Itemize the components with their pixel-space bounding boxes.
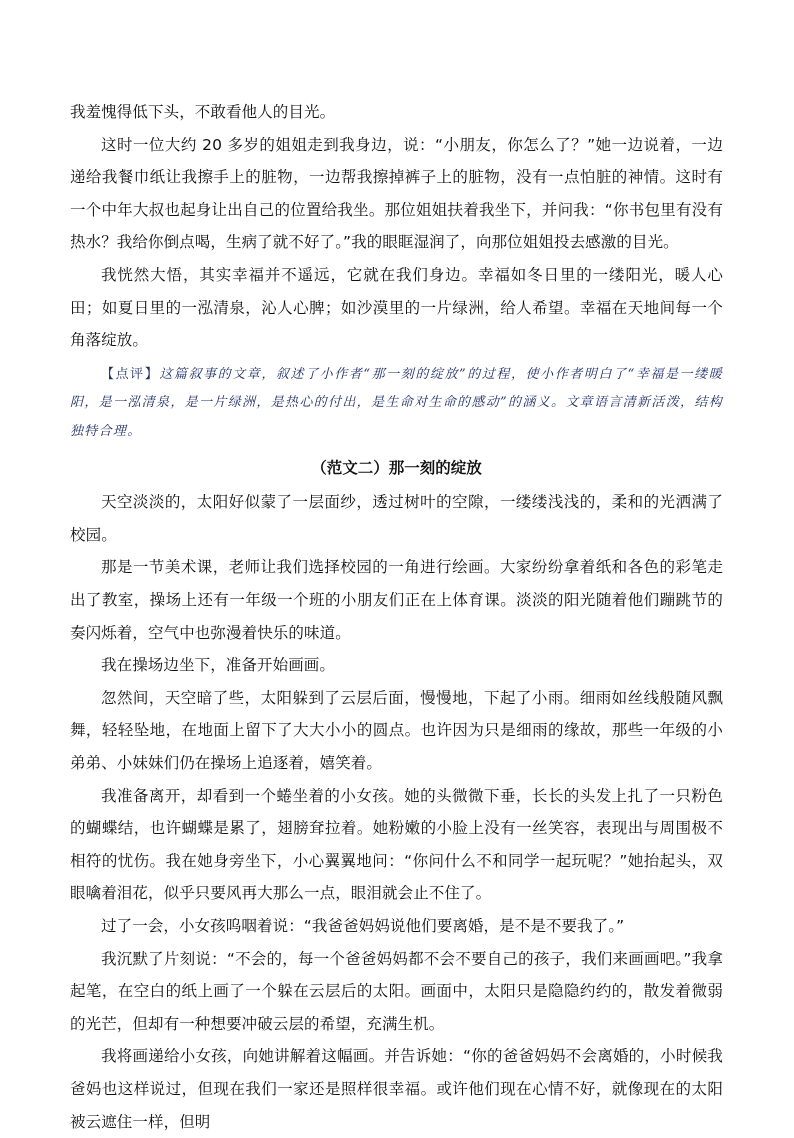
paragraph-11: 我将画递给小女孩，向她讲解着这幅画。并告诉她：“你的爸爸妈妈不会离婚的，小时候我爸妈也这样说过，但现在我们一家还是照样很幸福。或许他们现在心情不好，就像现在的太阳被云遮住一样，但明 bbox=[70, 1047, 723, 1131]
section-heading: （范文二）那一刻的绽放 bbox=[311, 459, 482, 478]
paragraph-4: 天空淡淡的，太阳好似蒙了一层面纱，透过树叶的空隙，一缕缕浅浅的，柔和的光洒满了校园。 bbox=[70, 493, 723, 544]
comment-text: 这篇叙事的文章，叙述了小作者“那一刻的绽放”的过程，使小作者明白了“幸福是一缕暖阳，是一泓清泉，是一片绿洲，是热心的付出，是生命对生命的感动”的涵义。文章语言清新活泼，结构独特合理。 bbox=[70, 366, 723, 439]
paragraph-8: 我准备离开，却看到一个蜷坐着的小女孩。她的头微微下垂，长长的头发上扎了一只粉色的蝴蝶结，也许蝴蝶是累了，翅膀耷拉着。她粉嫩的小脸上没有一丝笑容，表现出与周围极不相符的忧伤。我在她身旁坐下，小心翼翼地问：“你问什么不和同学一起玩呢？”她抬起头，双眼噙着泪花，似乎只要风再大那么一点，眼泪就会止不住了。 bbox=[70, 786, 723, 903]
comment-block bbox=[70, 361, 723, 447]
paragraph-6: 我在操场边坐下，准备开始画画。 bbox=[101, 656, 336, 675]
paragraph-5: 那是一节美术课，老师让我们选择校园的一角进行绘画。大家纷纷拿着纸和各色的彩笔走出了教室，操场上还有一年级一个班的小朋友们正在上体育课。淡淡的阳光随着他们蹦跳节的奏闪烁着，空气中也弥漫着快乐的味道。 bbox=[70, 558, 723, 642]
paragraph-9: 过了一会，小女孩呜咽着说：“我爸爸妈妈说他们要离婚，是不是不要我了。” bbox=[101, 916, 625, 935]
paragraph-7: 忽然间，天空暗了些，太阳躲到了云层后面，慢慢地，下起了小雨。细雨如丝线般随风飘舞，轻轻坠地，在地面上留下了大大小小的圆点。也许因为只是细雨的缘故，那些一年级的小弟弟、小妹妹们仍在操场上追逐着，嬉笑着。 bbox=[70, 688, 723, 772]
paragraph-2: 这时一位大约 20 多岁的姐姐走到我身边，说：“小朋友，你怎么了？”她一边说着，一边递给我餐巾纸让我擦手上的脏物，一边帮我擦掉裤子上的脏物，没有一点怕脏的神情。这时有一个中年大叔也起身让出自己的位置给我坐。那位姐姐扶着我坐下，并问我：“你书包里有没有热水？我给你倒点喝，生病了就不好了。”我的眼眶湿润了，向那位姐姐投去感激的目光。 bbox=[70, 135, 723, 252]
paragraph-1: 我羞愧得低下头，不敢看他人的目光。 bbox=[70, 103, 336, 121]
document-page bbox=[70, 96, 723, 1138]
comment-tag: 【点评】 bbox=[101, 366, 160, 382]
paragraph-3: 我恍然大悟，其实幸福并不遥远，它就在我们身边。幸福如冬日里的一缕阳光，暖人心田；如夏日里的一泓清泉，沁人心脾；如沙漠里的一片绿洲，给人希望。幸福在天地间每一个角落绽放。 bbox=[70, 265, 723, 350]
paragraph-10: 我沉默了片刻说：“不会的，每一个爸爸妈妈都不会不要自己的孩子，我们来画画吧。”我拿起笔，在空白的纸上画了一个躲在云层后的太阳。画面中，太阳只是隐隐约约的，散发着微弱的光芒，但却有一种想要冲破云层的希望，充满生机。 bbox=[70, 949, 723, 1033]
